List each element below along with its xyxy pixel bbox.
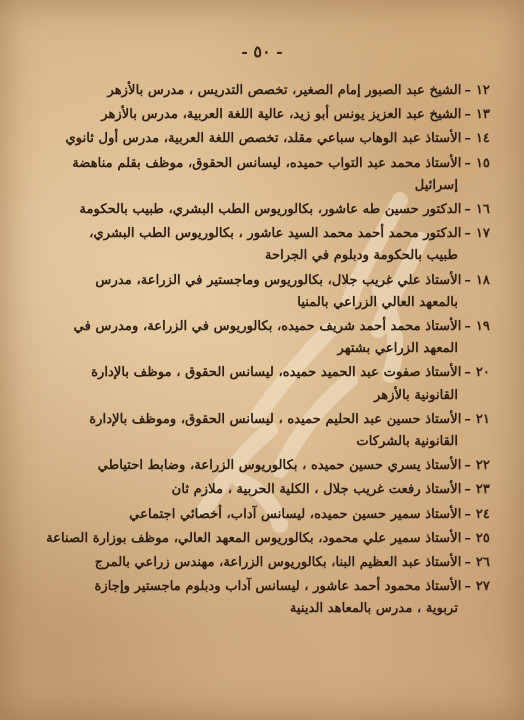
list-item: ٢١–الأستاذ حسين عبد الحليم حميده ، ليسانس الحقوق، وموظف بالإدارة القانونية بالشركات xyxy=(28,409,490,453)
list-item: ١٦–الدكتور حسين طه عاشور، بكالوريوس الطب البشري، طبيب بالحكومة xyxy=(28,199,490,221)
list-item: ٢٥–الأستاذ سمير علي محمود، بكالوريوس المعهد العالي، موظف بوزارة الصناعة xyxy=(28,528,490,550)
list-item: ١٢–الشيخ عبد الصبور إمام الصغير، تخصص التدريس ، مدرس بالأزهر xyxy=(28,80,490,102)
entry-number: ١٦ xyxy=(475,202,490,218)
entry-text: الشيخ عبد العزيز يونس أبو زيد، عالية اللغة العربية، مدرس بالأزهر xyxy=(101,107,462,123)
entry-number: ١٣ xyxy=(475,107,490,123)
entry-text: الدكتور محمد أحمد محمد السيد عاشور ، بكالوريوس الطب البشري، xyxy=(89,226,462,242)
entry-text: الأستاذ عبد الوهاب سباعي مقلد، تخصص اللغة العربية، مدرس أول ثانوي xyxy=(65,131,462,147)
list-item: ١٤–الأستاذ عبد الوهاب سباعي مقلد، تخصص اللغة العربية، مدرس أول ثانوي xyxy=(28,128,490,150)
list-item: ١٩–الأستاذ محمد أحمد شريف حميده، بكالوريوس في الزراعة، ومدرس في المعهد الزراعي بشتهر xyxy=(28,316,490,360)
entry-number: ٢٣ xyxy=(475,482,490,498)
entry-text-continued: المعهد الزراعي بشتهر xyxy=(337,341,458,357)
list-item: ٢٧–الأستاذ محمود أحمد عاشور ، ليسانس آداب ودبلوم ماجستير وإجازة تربوية ، مدرس بالمعاهد الدينية xyxy=(28,576,490,620)
entry-number: ٢٤ xyxy=(475,506,490,522)
entry-number: ١٤ xyxy=(475,131,490,147)
entry-text: الأستاذ سمير علي محمود، بكالوريوس المعهد العالي، موظف بوزارة الصناعة xyxy=(46,530,462,546)
entry-text: الأستاذ يسري حسين حميده ، بكالوريوس الزراعة، وضابط احتياطي xyxy=(97,458,462,474)
entry-text-continued: إسرائيل xyxy=(414,177,458,193)
page-number: - ٥٠ - xyxy=(241,42,283,61)
entry-number: ١٢ xyxy=(475,83,490,98)
entry-text: الأستاذ حسين عبد الحليم حميده ، ليسانس الحقوق، وموظف بالإدارة xyxy=(89,411,462,427)
entry-list xyxy=(28,80,490,623)
list-item: ٢٦–الأستاذ عبد العظيم البنا، بكالوريوس الزراعة، مهندس زراعي بالمرج xyxy=(28,552,490,574)
entry-text-continued: تربوية ، مدرس بالمعاهد الدينية xyxy=(289,601,458,617)
entry-number: ١٧ xyxy=(475,226,490,242)
entry-number: ٢٢ xyxy=(475,458,490,474)
entry-text-continued: بالمعهد العالي الزراعي بالمنيا xyxy=(297,294,458,310)
entry-text: الأستاذ محمود أحمد عاشور ، ليسانس آداب ودبلوم ماجستير وإجازة xyxy=(94,579,462,595)
entry-text-continued: طبيب بالحكومة ودبلوم في الجراحة xyxy=(264,248,458,264)
entry-text: الأستاذ صفوت عبد الحميد حميده، ليسانس الحقوق ، موظف بالإدارة xyxy=(91,365,462,381)
entry-text: الدكتور حسين طه عاشور، بكالوريوس الطب البشري، طبيب بالحكومة xyxy=(79,202,462,218)
entry-text: الشيخ عبد الصبور إمام الصغير، تخصص التدريس ، مدرس بالأزهر xyxy=(107,83,462,98)
list-item: ٢٤–الأستاذ سمير حسين حميده، ليسانس آداب، أخصائي اجتماعي xyxy=(28,504,490,526)
entry-text-continued: القانونية بالأزهر xyxy=(374,387,458,403)
entry-number: ٢١ xyxy=(475,411,490,427)
entry-text-continued: القانونية بالشركات xyxy=(356,434,458,450)
list-item: ٢٢–الأستاذ يسري حسين حميده ، بكالوريوس الزراعة، وضابط احتياطي xyxy=(28,455,490,477)
entry-number: ٢٥ xyxy=(475,530,490,546)
entry-number: ٢٠ xyxy=(475,365,490,381)
entry-text: الأستاذ سمير حسين حميده، ليسانس آداب، أخصائي اجتماعي xyxy=(129,506,462,522)
entry-text: الأستاذ محمد عبد التواب حميده، ليسانس الحقوق، موظف بقلم مناهضة xyxy=(72,155,462,171)
entry-number: ١٨ xyxy=(475,272,490,288)
list-item: ٢٠–الأستاذ صفوت عبد الحميد حميده، ليسانس الحقوق ، موظف بالإدارة القانونية بالأزهر xyxy=(28,362,490,406)
entry-number: ٢٦ xyxy=(475,555,490,571)
entry-text: الأستاذ محمد أحمد شريف حميده، بكالوريوس في الزراعة، ومدرس في xyxy=(73,319,462,335)
entry-text: الأستاذ علي غريب جلال، بكالوريوس وماجستير في الزراعة، مدرس xyxy=(95,272,462,288)
list-item: ٢٣–الأستاذ رفعت غريب جلال ، الكلية الحربية ، ملازم ثان xyxy=(28,479,490,501)
entry-text: الأستاذ عبد العظيم البنا، بكالوريوس الزراعة، مهندس زراعي بالمرج xyxy=(94,555,462,571)
entry-text: الأستاذ رفعت غريب جلال ، الكلية الحربية ، ملازم ثان xyxy=(171,482,462,498)
list-item: ١٣–الشيخ عبد العزيز يونس أبو زيد، عالية اللغة العربية، مدرس بالأزهر xyxy=(28,104,490,126)
entry-number: ١٩ xyxy=(475,319,490,335)
list-item: ١٧–الدكتور محمد أحمد محمد السيد عاشور ، بكالوريوس الطب البشري، طبيب بالحكومة ودبلوم في الجراحة xyxy=(28,223,490,267)
list-item: ١٨–الأستاذ علي غريب جلال، بكالوريوس وماجستير في الزراعة، مدرس بالمعهد العالي الزراعي بالمنيا xyxy=(28,270,490,314)
list-item: ١٥–الأستاذ محمد عبد التواب حميده، ليسانس الحقوق، موظف بقلم مناهضة إسرائيل xyxy=(28,153,490,197)
entry-number: ١٥ xyxy=(475,155,490,171)
entry-number: ٢٧ xyxy=(475,579,490,595)
